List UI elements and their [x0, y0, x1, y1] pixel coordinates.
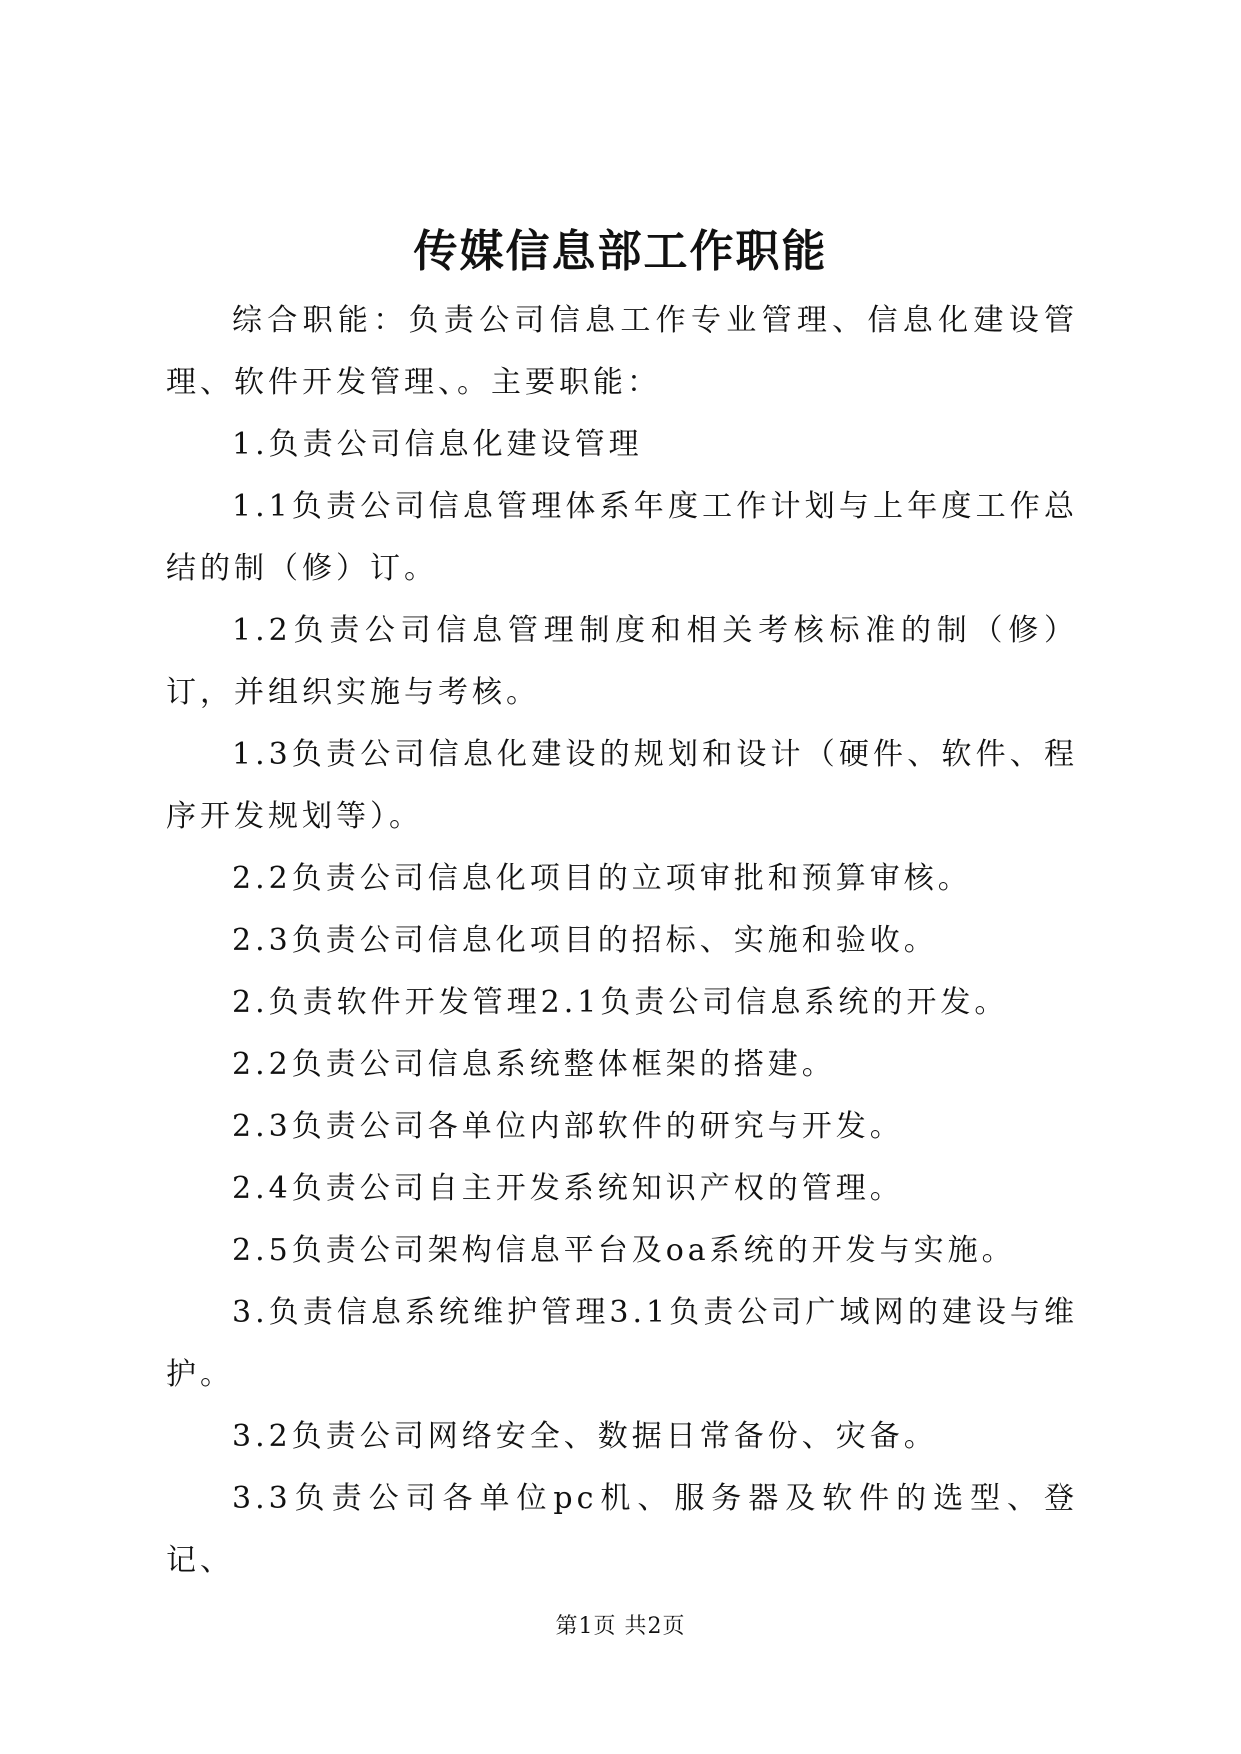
paragraph-1-1: 1.1负责公司信息管理体系年度工作计划与上年度工作总结的制（修）订。	[166, 489, 1078, 586]
paragraph-2: 2.负责软件开发管理2.1负责公司信息系统的开发。	[232, 985, 1009, 1020]
paragraph-2-4: 2.4负责公司自主开发系统知识产权的管理。	[232, 1171, 904, 1206]
paragraph-general-duties: 综合职能：负责公司信息工作专业管理、信息化建设管理、软件开发管理、。主要职能：	[166, 303, 1078, 400]
document-title: 传媒信息部工作职能	[413, 226, 828, 277]
paragraph-3: 3.负责信息系统维护管理3.1负责公司广域网的建设与维护。	[166, 1295, 1078, 1392]
paragraph-3-3: 3.3负责公司各单位pc机、服务器及软件的选型、登记、	[166, 1481, 1078, 1578]
paragraph-1-3: 1.3负责公司信息化建设的规划和设计（硬件、软件、程序开发规划等）。	[166, 737, 1078, 834]
paragraph-1-2: 1.2负责公司信息管理制度和相关考核标准的制（修）订，并组织实施与考核。	[166, 613, 1078, 710]
document-body	[166, 290, 1078, 1592]
paragraph-2-2-b: 2.2负责公司信息系统整体框架的搭建。	[232, 1047, 836, 1082]
paragraph-1: 1.负责公司信息化建设管理	[232, 427, 643, 462]
paragraph-2-3-a: 2.3负责公司信息化项目的招标、实施和验收。	[232, 923, 938, 958]
paragraph-2-2-a: 2.2负责公司信息化项目的立项审批和预算审核。	[232, 861, 972, 896]
paragraph-2-3-b: 2.3负责公司各单位内部软件的研究与开发。	[232, 1109, 904, 1144]
page-number-footer: 第1页 共2页	[555, 1614, 686, 1639]
paragraph-2-5: 2.5负责公司架构信息平台及oa系统的开发与实施。	[232, 1233, 1016, 1268]
paragraph-3-2: 3.2负责公司网络安全、数据日常备份、灾备。	[232, 1419, 938, 1454]
